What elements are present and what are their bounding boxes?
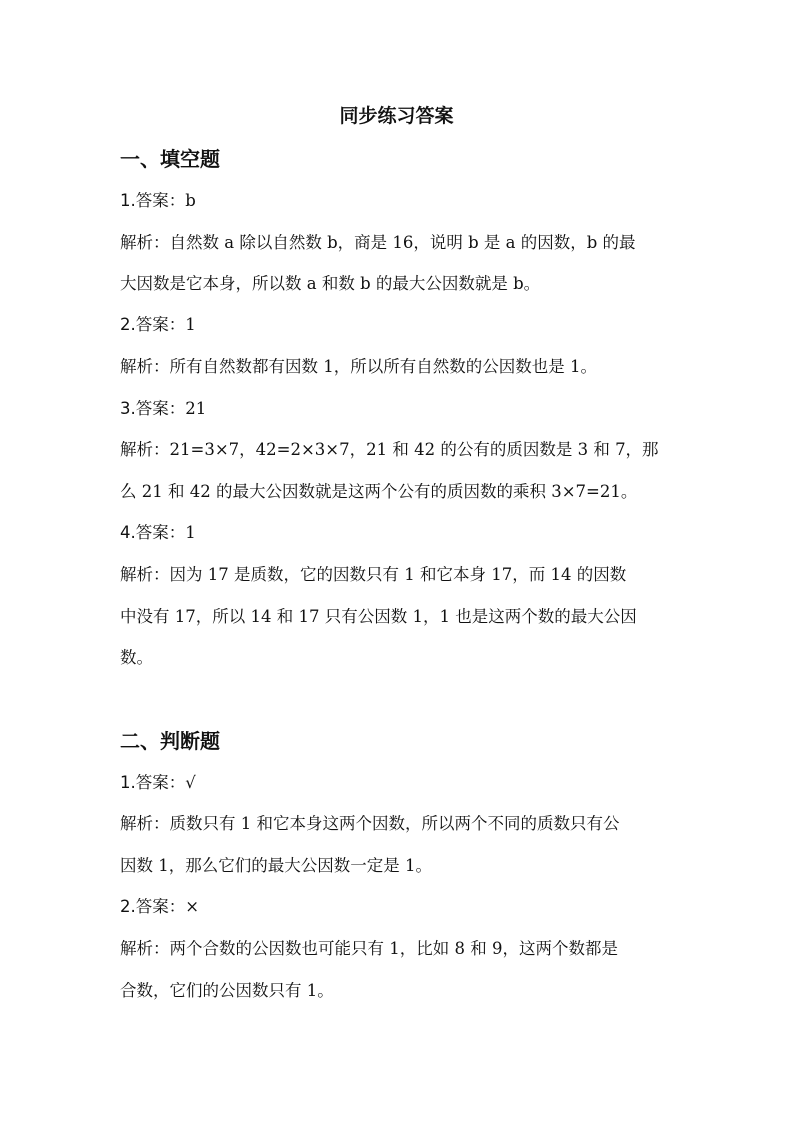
analysis-label: 解析： — [120, 357, 170, 376]
answer-value: √ — [185, 773, 196, 792]
analysis-label: 解析： — [120, 233, 170, 252]
analysis-text: 21=3×7，42=2×3×7，21 和 42 的公有的质因数是 3 和 7，那 — [169, 440, 659, 459]
answer-value: b — [185, 191, 196, 210]
answer-label: 1.答案： — [120, 191, 186, 210]
analysis-text: 质数只有 1 和它本身这两个因数，所以两个不同的质数只有公 — [169, 814, 620, 833]
answer-label: 2.答案： — [120, 315, 186, 334]
analysis-text: 因数 1，那么它们的最大公因数一定是 1。 — [120, 856, 432, 875]
answer-value: 21 — [185, 399, 207, 418]
analysis-text: 因为 17 是质数，它的因数只有 1 和它本身 17，而 14 的因数 — [169, 565, 627, 584]
analysis-line — [120, 935, 680, 963]
section-heading-fill-in-blank: 一、填空题 — [120, 147, 220, 171]
analysis-label: 解析： — [120, 565, 170, 584]
answer-label: 3.答案： — [120, 399, 186, 418]
document-title: 同步练习答案 — [339, 105, 454, 127]
answer-label: 1.答案： — [120, 773, 186, 792]
analysis-line — [120, 977, 680, 1005]
section-heading-true-false: 二、判断题 — [120, 729, 220, 753]
analysis-line — [120, 270, 680, 298]
analysis-line — [120, 436, 680, 464]
analysis-label: 解析： — [120, 440, 170, 459]
answer-value: 1 — [185, 315, 196, 334]
analysis-line — [120, 561, 680, 589]
analysis-text: 自然数 a 除以自然数 b，商是 16，说明 b 是 a 的因数，b 的最 — [169, 233, 636, 252]
analysis-text: 么 21 和 42 的最大公因数就是这两个公有的质因数的乘积 3×7=21。 — [120, 482, 638, 501]
answer-line — [120, 893, 680, 921]
answer-value: 1 — [185, 523, 196, 542]
answer-line — [120, 395, 680, 423]
analysis-line — [120, 603, 680, 631]
analysis-label: 解析： — [120, 814, 170, 833]
answer-line — [120, 187, 680, 215]
answer-label: 4.答案： — [120, 523, 186, 542]
analysis-line — [120, 852, 680, 880]
analysis-line — [120, 478, 680, 506]
analysis-line — [120, 810, 680, 838]
answer-value: × — [185, 897, 200, 916]
analysis-text: 所有自然数都有因数 1，所以所有自然数的公因数也是 1。 — [169, 357, 597, 376]
analysis-text: 中没有 17，所以 14 和 17 只有公因数 1，1 也是这两个数的最大公因 — [120, 607, 637, 626]
analysis-label: 解析： — [120, 939, 170, 958]
answer-line — [120, 519, 680, 547]
analysis-line — [120, 353, 680, 381]
answer-line — [120, 769, 680, 797]
analysis-line — [120, 644, 680, 672]
analysis-text: 大因数是它本身，所以数 a 和数 b 的最大公因数就是 b。 — [120, 274, 541, 293]
analysis-text: 两个合数的公因数也可能只有 1，比如 8 和 9，这两个数都是 — [169, 939, 618, 958]
analysis-text: 数。 — [120, 648, 153, 667]
answer-label: 2.答案： — [120, 897, 186, 916]
analysis-text: 合数，它们的公因数只有 1。 — [120, 981, 334, 1000]
analysis-line — [120, 229, 680, 257]
answer-line — [120, 311, 680, 339]
